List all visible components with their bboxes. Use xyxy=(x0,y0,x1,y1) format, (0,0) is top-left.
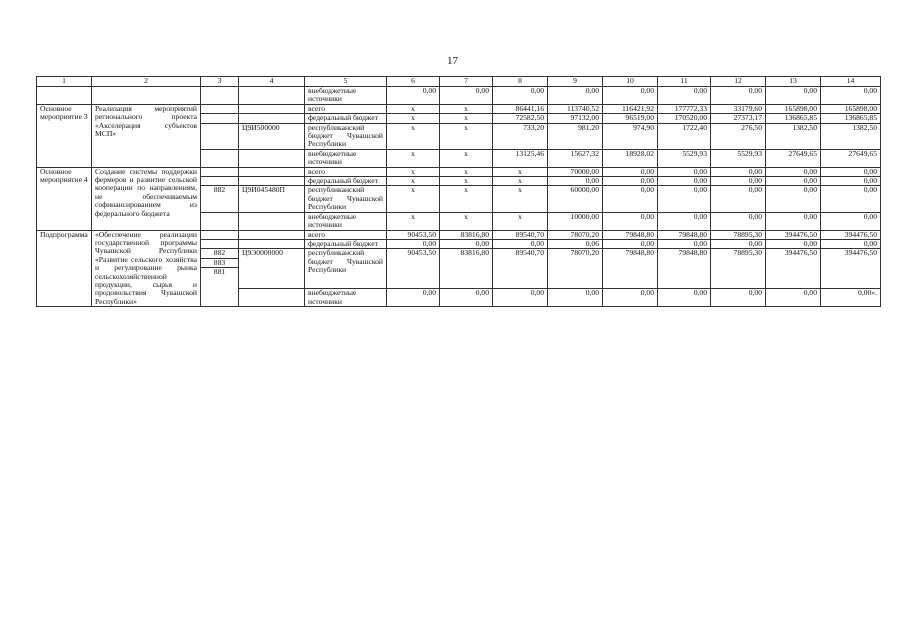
table-row xyxy=(37,230,881,239)
column-number-header: 2 xyxy=(92,77,201,87)
item-cell xyxy=(37,87,92,105)
value-cell: x xyxy=(440,167,493,176)
grbs-cell xyxy=(201,123,239,149)
column-number-header: 4 xyxy=(239,77,305,87)
header-row xyxy=(37,77,881,87)
column-number-header: 14 xyxy=(821,77,881,87)
column-number-header: 11 xyxy=(658,77,711,87)
source-cell: федеральный бюджет xyxy=(305,239,387,248)
code-cell xyxy=(239,87,305,105)
table-row xyxy=(37,167,881,176)
value-cell: 0,00 xyxy=(493,289,548,307)
code-cell xyxy=(239,239,305,248)
value-cell: 5529,93 xyxy=(711,149,766,167)
value-cell: 13125,46 xyxy=(493,149,548,167)
source-cell: республиканский бюджет Чувашской Республики xyxy=(305,123,387,149)
value-cell: 0,00 xyxy=(493,239,548,248)
value-cell: 79848,80 xyxy=(658,249,711,289)
value-cell: 394476,50 xyxy=(821,230,881,239)
value-cell: 0,00 xyxy=(711,186,766,212)
value-cell: 0,00 xyxy=(766,186,821,212)
code-cell xyxy=(239,114,305,123)
value-cell: x xyxy=(493,212,548,230)
value-cell: 0,00 xyxy=(658,186,711,212)
value-cell: 0,00 xyxy=(821,177,881,186)
code-cell xyxy=(239,149,305,167)
value-cell: 1722,40 xyxy=(658,123,711,149)
grbs-cell xyxy=(201,230,239,239)
title-cell xyxy=(92,87,201,105)
value-cell: 60000,00 xyxy=(548,186,603,212)
column-number-header: 12 xyxy=(711,77,766,87)
source-cell: республиканский бюджет Чувашской Республики xyxy=(305,249,387,289)
table-row xyxy=(37,104,881,113)
source-cell: республиканский бюджет Чувашской Республики xyxy=(305,186,387,212)
value-cell: 0,00 xyxy=(603,167,658,176)
code-cell xyxy=(239,212,305,230)
code-cell: Ц9Э0000000 xyxy=(239,249,305,289)
value-cell: 0,00 xyxy=(658,239,711,248)
code-cell xyxy=(239,177,305,186)
value-cell: 0,00 xyxy=(603,239,658,248)
grbs-cell: 882 xyxy=(201,186,239,212)
code-cell xyxy=(239,289,305,307)
source-cell: внебюджетные источники xyxy=(305,87,387,105)
grbs-code: 882 xyxy=(201,249,238,258)
source-cell: всего xyxy=(305,167,387,176)
value-cell: 165898,00 xyxy=(821,104,881,113)
column-number-header: 5 xyxy=(305,77,387,87)
value-cell: 0,00 xyxy=(548,87,603,105)
value-cell: 0,00 xyxy=(766,177,821,186)
budget-table xyxy=(36,76,881,307)
source-cell: внебюджетные источники xyxy=(305,212,387,230)
grbs-cell xyxy=(201,177,239,186)
grbs-cell xyxy=(201,167,239,176)
source-cell: федеральный бюджет xyxy=(305,114,387,123)
value-cell: x xyxy=(493,186,548,212)
value-cell: 33179,60 xyxy=(711,104,766,113)
value-cell: 97132,00 xyxy=(548,114,603,123)
value-cell: 0,00 xyxy=(766,212,821,230)
value-cell: 974,90 xyxy=(603,123,658,149)
column-number-header: 7 xyxy=(440,77,493,87)
value-cell: 116421,92 xyxy=(603,104,658,113)
value-cell: 78895,30 xyxy=(711,230,766,239)
value-cell: 165898,00 xyxy=(766,104,821,113)
code-cell xyxy=(239,104,305,113)
value-cell: 78070,20 xyxy=(548,249,603,289)
value-cell: 0,00 xyxy=(658,289,711,307)
value-cell: 83816,80 xyxy=(440,249,493,289)
column-number-header: 13 xyxy=(766,77,821,87)
value-cell: 394476,50 xyxy=(766,230,821,239)
value-cell: 79848,80 xyxy=(658,230,711,239)
value-cell: 0,00 xyxy=(711,212,766,230)
code-cell xyxy=(239,167,305,176)
value-cell: 0,00 xyxy=(387,239,440,248)
value-cell: 79848,80 xyxy=(603,230,658,239)
value-cell: 276,50 xyxy=(711,123,766,149)
code-cell xyxy=(239,230,305,239)
value-cell: 0,00 xyxy=(493,87,548,105)
grbs-cell xyxy=(201,239,239,248)
grbs-cell xyxy=(201,212,239,230)
item-name-cell: Основное мероприятие 4 xyxy=(37,167,92,230)
value-cell: 89540,70 xyxy=(493,230,548,239)
source-cell: всего xyxy=(305,230,387,239)
value-cell: 113740,52 xyxy=(548,104,603,113)
value-cell: x xyxy=(440,177,493,186)
value-cell: 15627,32 xyxy=(548,149,603,167)
value-cell: 136865,85 xyxy=(766,114,821,123)
value-cell: x xyxy=(440,186,493,212)
column-number-header: 6 xyxy=(387,77,440,87)
value-cell: 1382,50 xyxy=(821,123,881,149)
value-cell: 0,00 xyxy=(821,186,881,212)
value-cell: 0,00 xyxy=(548,177,603,186)
value-cell: 0,00 xyxy=(603,87,658,105)
value-cell: 733,20 xyxy=(493,123,548,149)
page-number: 17 xyxy=(447,55,458,67)
source-cell: внебюджетные источники xyxy=(305,149,387,167)
value-cell: 0,00 xyxy=(766,289,821,307)
value-cell: 10000,00 xyxy=(548,212,603,230)
value-cell: 0,00 xyxy=(658,212,711,230)
value-cell: 96519,00 xyxy=(603,114,658,123)
value-cell: 0,00 xyxy=(440,239,493,248)
value-cell: x xyxy=(387,123,440,149)
item-name-cell: Подпрограмма xyxy=(37,230,92,307)
value-cell: 0,00 xyxy=(603,186,658,212)
value-cell: 0,00 xyxy=(658,177,711,186)
value-cell: 0,00 xyxy=(711,239,766,248)
value-cell: 0,00 xyxy=(711,167,766,176)
value-cell: 0,00 xyxy=(603,289,658,307)
value-cell: x xyxy=(387,114,440,123)
grbs-code: 883 xyxy=(201,259,238,268)
code-cell: Ц9И500000 xyxy=(239,123,305,149)
code-cell: Ц9И045480П xyxy=(239,186,305,212)
value-cell: 27649,65 xyxy=(821,149,881,167)
value-cell: 0,00 xyxy=(387,289,440,307)
source-cell: внебюджетные источники xyxy=(305,289,387,307)
value-cell: 0,00 xyxy=(658,167,711,176)
value-cell: 177772,33 xyxy=(658,104,711,113)
grbs-cell xyxy=(201,149,239,167)
value-cell: 0,00 xyxy=(821,239,881,248)
value-cell: 0,00 xyxy=(711,289,766,307)
value-cell: x xyxy=(440,123,493,149)
value-cell: 78070,20 xyxy=(548,230,603,239)
column-number-header: 9 xyxy=(548,77,603,87)
value-cell: 5529,93 xyxy=(658,149,711,167)
value-cell: 0,00 xyxy=(387,87,440,105)
value-cell: 27649,65 xyxy=(766,149,821,167)
value-cell: 0,00 xyxy=(440,87,493,105)
column-number-header: 1 xyxy=(37,77,92,87)
value-cell: 79848,80 xyxy=(603,249,658,289)
item-title-cell: Создание системы поддержки фермеров и развитие сельской кооперации по направлениям, не обеспечиваемым софинансированием из федерального бюджета xyxy=(92,167,201,230)
value-cell: 0,00 xyxy=(766,167,821,176)
value-cell: 0,06 xyxy=(548,239,603,248)
value-cell: x xyxy=(493,177,548,186)
column-number-header: 3 xyxy=(201,77,239,87)
value-cell: x xyxy=(440,212,493,230)
value-cell: 27373,17 xyxy=(711,114,766,123)
grbs-cell xyxy=(201,249,239,307)
value-cell: 90453,50 xyxy=(387,249,440,289)
grbs-code: 881 xyxy=(213,267,226,277)
value-cell: 981,20 xyxy=(548,123,603,149)
source-cell: всего xyxy=(305,104,387,113)
column-number-header: 8 xyxy=(493,77,548,87)
item-title-cell: Реализация мероприятий регионального проекта «Акселерация субъектов МСП» xyxy=(92,104,201,167)
value-cell: 170520,00 xyxy=(658,114,711,123)
value-cell: 394476,50 xyxy=(766,249,821,289)
grbs-cell xyxy=(201,87,239,105)
value-cell: x xyxy=(440,114,493,123)
value-cell: 0,00». xyxy=(821,289,881,307)
item-name-cell: Основное мероприятие 3 xyxy=(37,104,92,167)
value-cell: x xyxy=(440,104,493,113)
value-cell: 0,00 xyxy=(821,87,881,105)
column-number-header: 10 xyxy=(603,77,658,87)
grbs-cell xyxy=(201,114,239,123)
value-cell: 0,00 xyxy=(548,289,603,307)
grbs-cell xyxy=(201,104,239,113)
table-row xyxy=(37,87,881,105)
value-cell: 0,00 xyxy=(711,177,766,186)
value-cell: 0,00 xyxy=(711,87,766,105)
value-cell: 89540,70 xyxy=(493,249,548,289)
value-cell: 90453,50 xyxy=(387,230,440,239)
value-cell: 0,00 xyxy=(603,212,658,230)
value-cell: x xyxy=(387,167,440,176)
value-cell: x xyxy=(387,177,440,186)
value-cell: x xyxy=(493,167,548,176)
value-cell: 136865,85 xyxy=(821,114,881,123)
value-cell: 0,00 xyxy=(821,167,881,176)
value-cell: x xyxy=(440,149,493,167)
value-cell: 1382,50 xyxy=(766,123,821,149)
value-cell: 0,00 xyxy=(766,87,821,105)
value-cell: 78895,30 xyxy=(711,249,766,289)
value-cell: 0,00 xyxy=(440,289,493,307)
value-cell: x xyxy=(387,186,440,212)
value-cell: 0,00 xyxy=(821,212,881,230)
value-cell: 0,00 xyxy=(603,177,658,186)
value-cell: 0,00 xyxy=(658,87,711,105)
value-cell: x xyxy=(387,212,440,230)
value-cell: 83816,80 xyxy=(440,230,493,239)
value-cell: 394476,50 xyxy=(821,249,881,289)
value-cell: 0,00 xyxy=(766,239,821,248)
value-cell: x xyxy=(387,104,440,113)
value-cell: 18928,02 xyxy=(603,149,658,167)
value-cell: 72582,50 xyxy=(493,114,548,123)
value-cell: 70000,00 xyxy=(548,167,603,176)
source-cell: федеральный бюджет xyxy=(305,177,387,186)
value-cell: 86441,16 xyxy=(493,104,548,113)
value-cell: x xyxy=(387,149,440,167)
item-title-cell: «Обеспечение реализации государственной программы Чувашской Республики «Развитие сельского хозяйства и регулирование рынка сельскохозяйственной продукции, сырья и продовольствия Чувашской Республики» xyxy=(92,230,201,307)
